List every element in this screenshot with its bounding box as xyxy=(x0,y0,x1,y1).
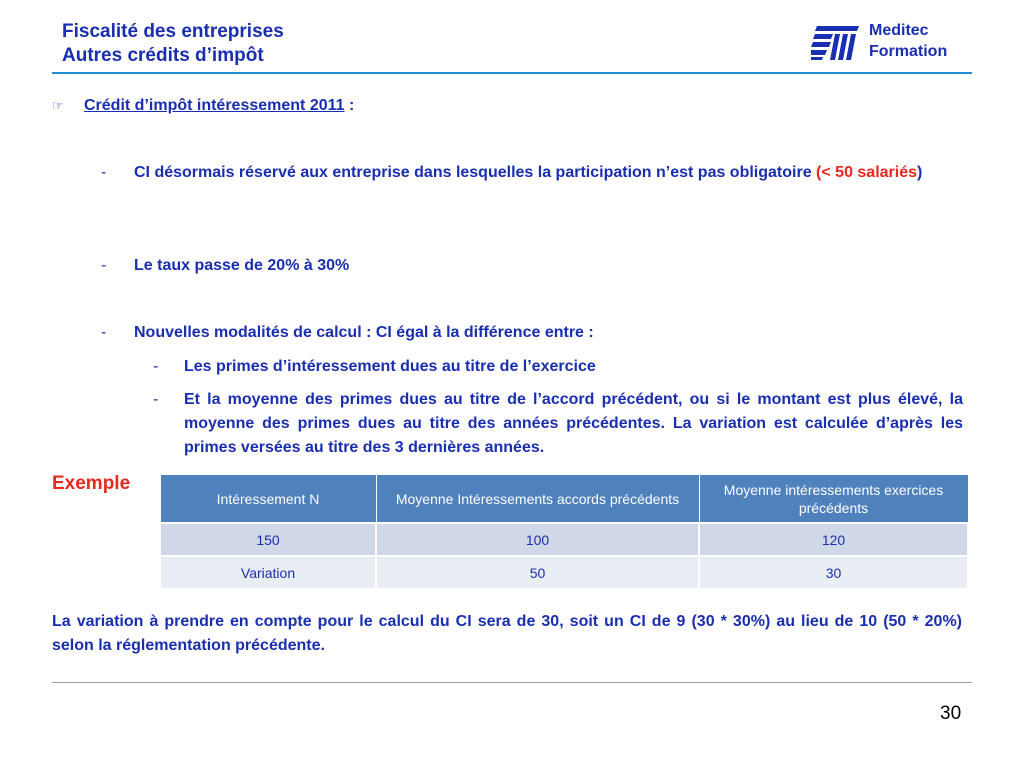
meditec-logo xyxy=(811,20,971,66)
table-header-cell: Moyenne intéressements exercices précédents xyxy=(699,475,968,524)
bullet-1-close: ) xyxy=(917,164,923,181)
bullet-item-3 xyxy=(101,321,963,345)
table-cell: Variation xyxy=(160,556,376,589)
pointing-hand-icon: ☞ xyxy=(52,98,64,113)
table-cell: 120 xyxy=(699,523,968,556)
title-line-1: Fiscalité des entreprises xyxy=(62,21,284,42)
meditec-logo-icon xyxy=(811,20,861,64)
table-row xyxy=(160,556,968,589)
logo-text xyxy=(869,20,947,62)
table-header-cell: Moyenne Intéressements accords précédents xyxy=(376,475,699,524)
table-cell: 150 xyxy=(160,523,376,556)
conclusion-text: La variation à prendre en compte pour le calcul du CI sera de 30, soit un CI de 9 (30 * 30%) au lieu de 10 (50 * 20%) selon la réglementation précédente. xyxy=(52,613,962,654)
table-row xyxy=(160,523,968,556)
section-heading xyxy=(52,97,354,115)
table-cell: 50 xyxy=(376,556,699,589)
table-cell: 100 xyxy=(376,523,699,556)
bullet-dash: - xyxy=(153,358,159,375)
title-divider xyxy=(52,72,972,74)
bullet-3-text: Nouvelles modalités de calcul : CI égal à la différence entre : xyxy=(134,324,594,341)
table-cell: 30 xyxy=(699,556,968,589)
heading-text: Crédit d’impôt intéressement 2011 xyxy=(84,97,345,114)
bullet-1-text xyxy=(134,161,963,185)
table-header-row xyxy=(160,475,968,524)
sub-bullet-1-text: Les primes d’intéressement dues au titre de l’exercice xyxy=(184,358,596,375)
bullet-item-2 xyxy=(101,254,963,278)
logo-line-2: Formation xyxy=(869,43,948,60)
logo-line-1: Meditec xyxy=(869,22,929,39)
bullet-1-main: CI désormais réservé aux entreprise dans lesquelles la participation n’est pas obligatoire xyxy=(134,164,812,181)
sub-bullet-2-text: Et la moyenne des primes dues au titre de l’accord précédent, ou si le montant est plus élevé, la moyenne des primes dues au titre des années précédentes. La variation est calculée d’après les primes versées au titre des 3 dernières années. xyxy=(184,391,963,456)
bullet-dash: - xyxy=(101,164,107,181)
example-label: Exemple xyxy=(52,473,131,494)
heading-suffix: : xyxy=(344,97,355,114)
sub-bullet-1 xyxy=(153,355,963,379)
table-header-cell: Intéressement N xyxy=(160,475,376,524)
bullet-dash: - xyxy=(101,257,107,274)
page-number: 30 xyxy=(940,703,962,724)
footer-divider xyxy=(52,682,972,683)
bullet-dash: - xyxy=(101,324,107,341)
bullet-2-text: Le taux passe de 20% à 30% xyxy=(134,257,350,274)
title-line-2: Autres crédits d’impôt xyxy=(62,45,264,66)
bullet-1-highlight: (< 50 salariés xyxy=(816,164,918,181)
slide-title xyxy=(62,20,284,68)
bullet-dash: - xyxy=(153,391,159,408)
bullet-item-1 xyxy=(101,161,963,209)
sub-bullet-2 xyxy=(153,388,963,460)
example-table xyxy=(159,474,969,590)
